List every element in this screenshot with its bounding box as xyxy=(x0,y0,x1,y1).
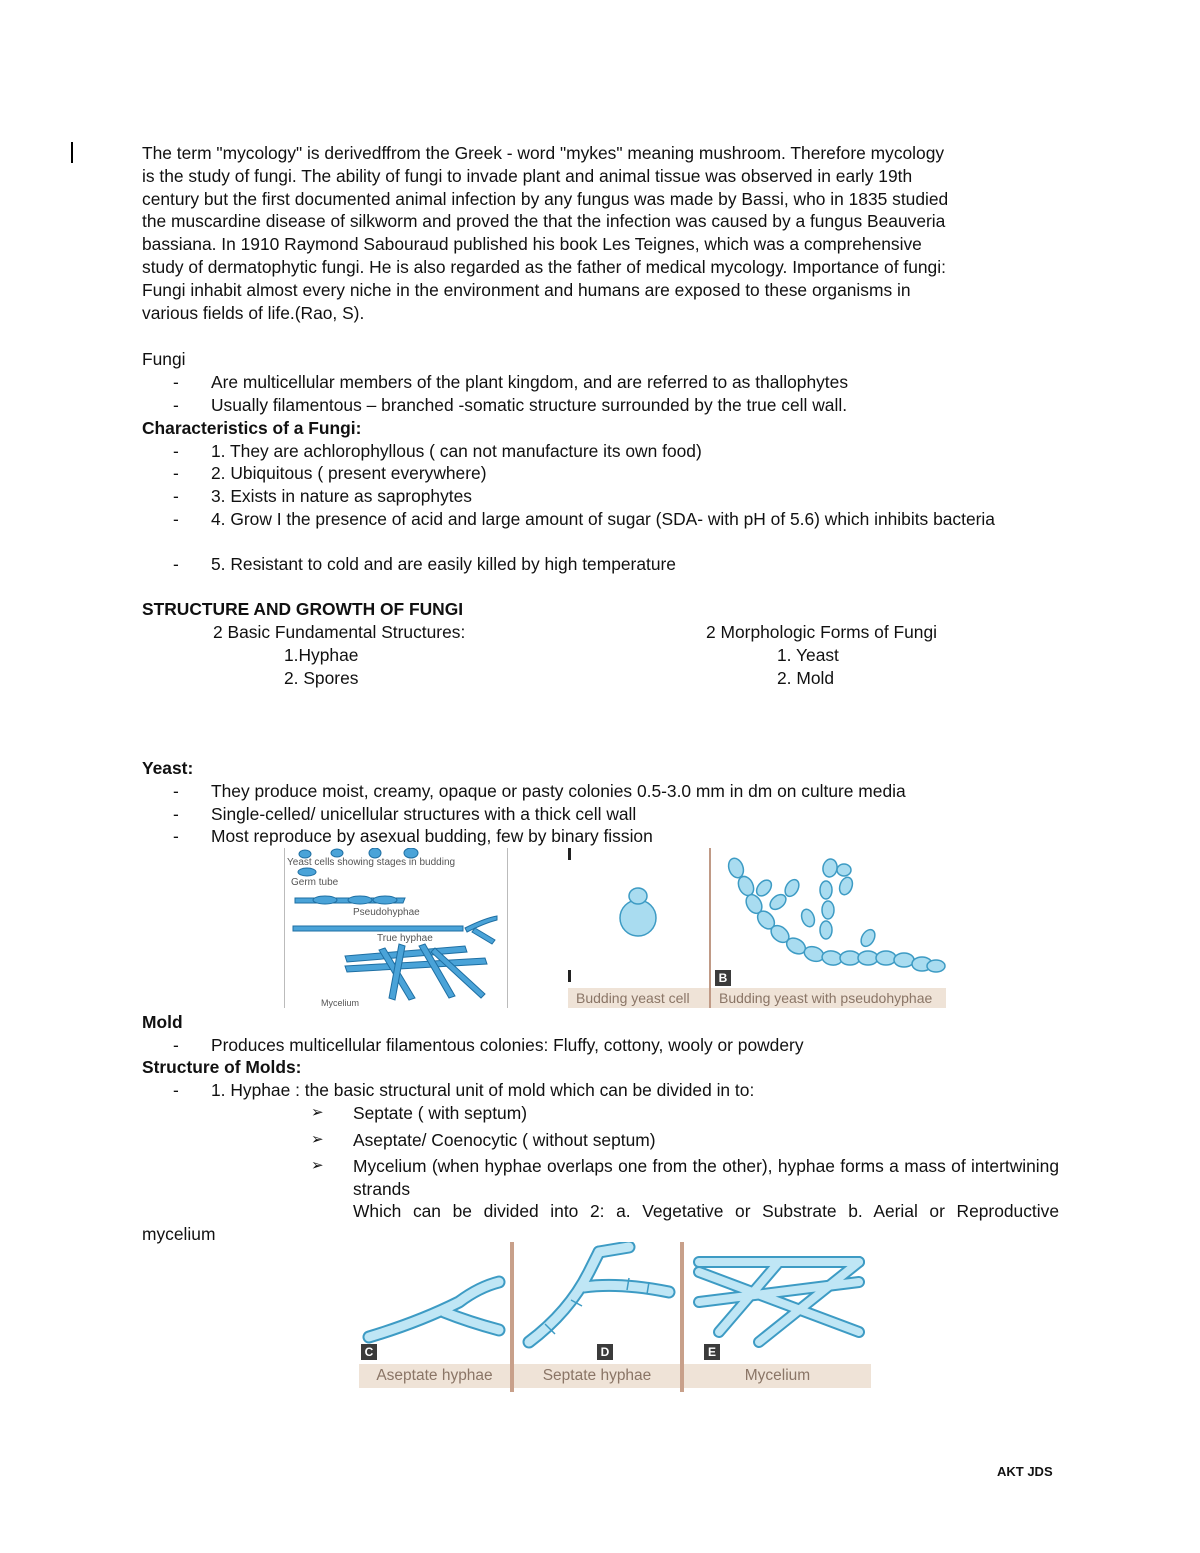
fig-caption: Pseudohyphae xyxy=(353,907,420,918)
fig-tag: B xyxy=(715,970,731,986)
list-item: ➢ Aseptate/ Coenocytic ( without septum) xyxy=(311,1130,656,1150)
intro-line: Fungi inhabit almost every niche in the environment and humans are exposed to these organisms in xyxy=(142,279,911,300)
fig-caption: Germ tube xyxy=(291,877,339,888)
fig-label: Budding yeast with pseudohyphae xyxy=(711,988,946,1008)
hyphae-figure xyxy=(359,1242,871,1392)
fig-label: Septate hyphae xyxy=(514,1364,680,1388)
structures-item: 1.Hyphae xyxy=(284,645,359,665)
structures-item: 2. Spores xyxy=(284,668,359,688)
forms-title: 2 Morphologic Forms of Fungi xyxy=(706,622,938,642)
intro-line: study of dermatophytic fungi. He is also regarded as the father of medical mycology. Importance of fungi: xyxy=(142,256,946,277)
structure-heading: STRUCTURE AND GROWTH OF FUNGI xyxy=(142,599,464,619)
list-item: - 3. Exists in nature as saprophytes xyxy=(173,486,472,506)
fungi-heading: Fungi xyxy=(142,349,186,369)
fig-caption: Yeast cells showing stages in budding xyxy=(287,857,456,868)
list-item: - Produces multicellular filamentous colonies: Fluffy, cottony, wooly or powdery xyxy=(173,1035,804,1055)
mold-heading: Mold xyxy=(142,1012,183,1032)
characteristics-heading: Characteristics of a Fungi: xyxy=(142,418,362,438)
list-item: - They produce moist, creamy, opaque or pasty colonies 0.5-3.0 mm in dm on culture media xyxy=(173,781,906,801)
fig-tag: E xyxy=(704,1344,720,1360)
yeast-budding-figure xyxy=(284,848,508,1008)
molds-structure-heading: Structure of Molds: xyxy=(142,1057,302,1077)
fig-label: Aseptate hyphae xyxy=(359,1364,510,1388)
list-item: - 5. Resistant to cold and are easily killed by high temperature xyxy=(173,554,676,574)
footer-initials: AKT JDS xyxy=(997,1464,1053,1479)
intro-line: The term "mycology" is derivedffrom the Greek - word "mykes" meaning mushroom. Therefore mycology xyxy=(142,143,945,163)
intro-line: century but the first documented animal infection by any fungus was made by Bassi, who in 1835 studied xyxy=(142,188,949,209)
yeast-budding-illustration xyxy=(285,848,507,1008)
fig-caption: True hyphae xyxy=(377,933,433,944)
text-cursor xyxy=(71,142,73,163)
fig-label: Mycelium xyxy=(684,1364,871,1388)
fig-tag: D xyxy=(597,1344,613,1360)
intro-line: is the study of fungi. The ability of fungi to invade plant and animal tissue was observed in early 19th xyxy=(142,165,913,186)
divided-tail: mycelium xyxy=(142,1224,216,1244)
intro-line: the muscardine disease of silkworm and proved the that the infection was caused by a fungus Beauveria xyxy=(142,211,946,232)
fig-label: Budding yeast cell xyxy=(568,988,709,1008)
forms-item: 1. Yeast xyxy=(777,645,839,665)
intro-line: bassiana. In 1910 Raymond Sabouraud published his book Les Teignes, which was a comprehensive xyxy=(142,234,922,255)
list-item: - 1. They are achlorophyllous ( can not manufacture its own food) xyxy=(173,441,702,461)
fig-tag: C xyxy=(361,1344,377,1360)
forms-item: 2. Mold xyxy=(777,668,835,688)
yeast-heading: Yeast: xyxy=(142,758,194,778)
list-item: - 1. Hyphae : the basic structural unit of mold which can be divided in to: xyxy=(173,1080,755,1100)
fig-caption: Mycelium xyxy=(321,998,360,1008)
intro-paragraph xyxy=(142,142,1072,324)
list-item: ➢ Mycelium (when hyphae overlaps one from the other), hyphae forms a mass of intertwining strands xyxy=(311,1156,1059,1199)
list-item: ➢ Septate ( with septum) xyxy=(311,1103,527,1123)
list-item: - Are multicellular members of the plant kingdom, and are referred to as thallophytes xyxy=(173,372,849,392)
structures-title: 2 Basic Fundamental Structures: xyxy=(213,622,466,642)
list-item: - Usually filamentous – branched -somatic structure surrounded by the true cell wall. xyxy=(173,395,848,415)
list-item: - Single-celled/ unicellular structures with a thick cell wall xyxy=(173,804,637,824)
intro-line: various fields of life.(Rao, S). xyxy=(142,302,365,323)
list-item: - 2. Ubiquitous ( present everywhere) xyxy=(173,463,487,483)
budding-yeast-figure xyxy=(568,848,946,1008)
list-item: - Most reproduce by asexual budding, few by binary fission xyxy=(173,826,653,846)
divided-line: Which can be divided into 2: a. Vegetative or Substrate b. Aerial or Reproductive xyxy=(353,1201,1059,1221)
list-item: - 4. Grow I the presence of acid and large amount of sugar (SDA- with pH of 5.6) which inhibits bacteria xyxy=(173,509,995,529)
budding-yeast-illustration xyxy=(568,848,946,1008)
